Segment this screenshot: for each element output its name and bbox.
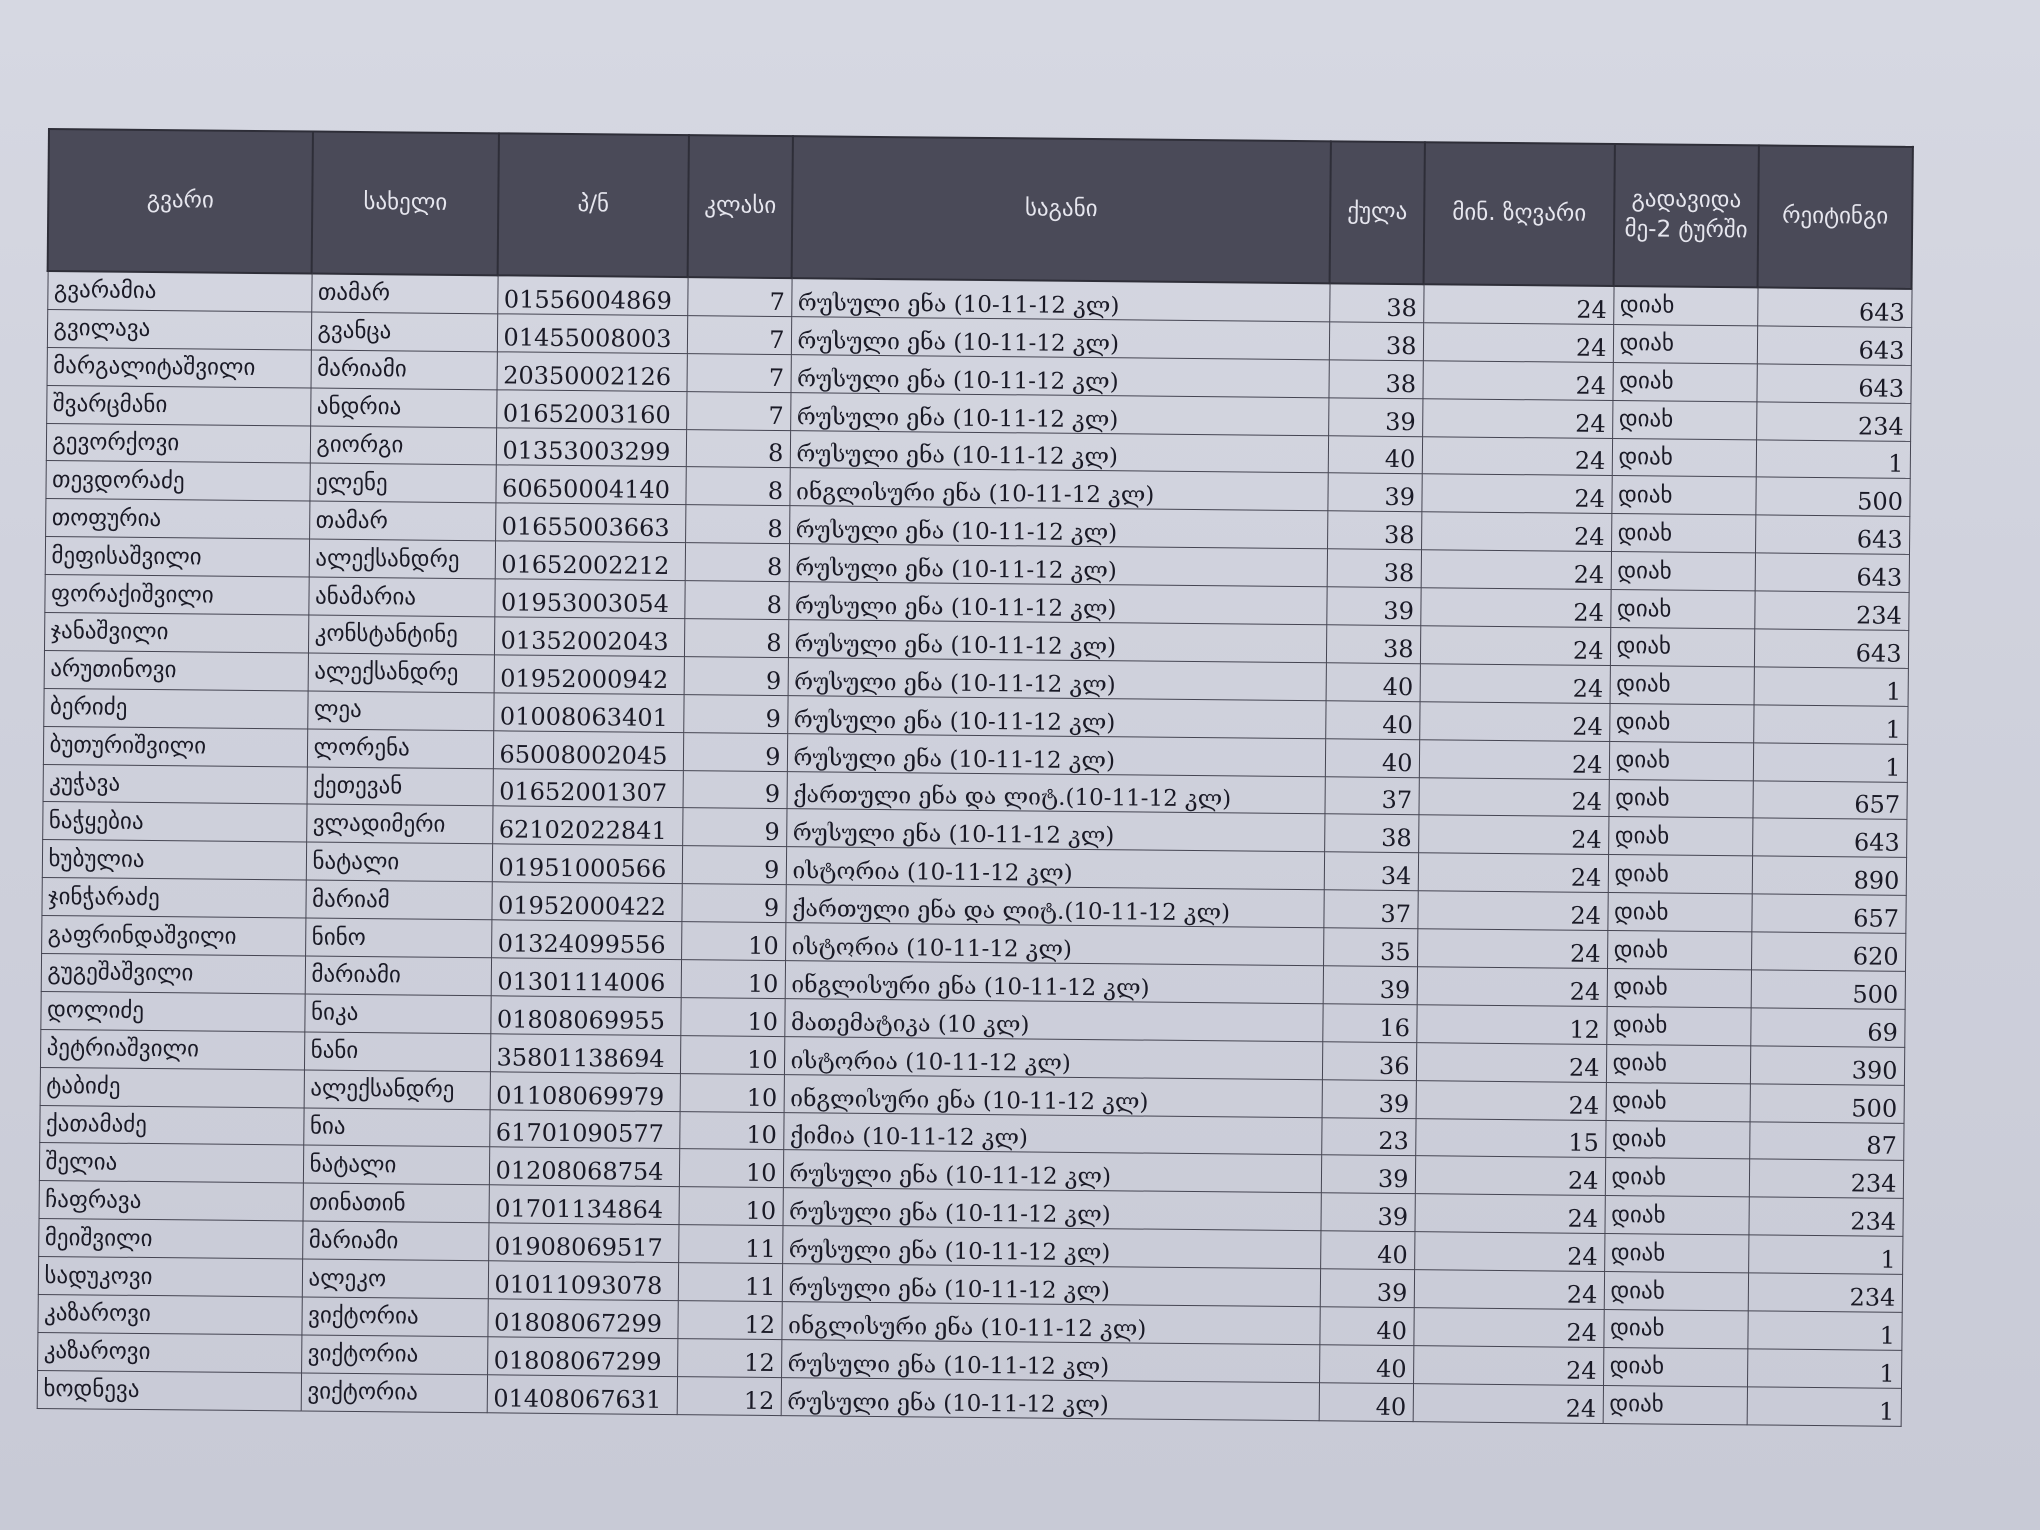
subject-cell: რუსული ენა (10-11-12 კლ)	[782, 1188, 1320, 1231]
surname-cell: მეფისაშვილი	[45, 537, 309, 577]
min-threshold-cell: 12	[1416, 1005, 1606, 1045]
personal-number-cell: 60650004140	[495, 465, 685, 505]
rating-cell: 500	[1755, 477, 1909, 516]
advanced-cell: დიახ	[1608, 779, 1752, 818]
score-cell: 38	[1329, 322, 1423, 361]
score-cell: 37	[1324, 776, 1418, 815]
subject-cell: რუსული ენა (10-11-12 კლ)	[788, 658, 1326, 701]
name-cell: გვანცა	[311, 312, 497, 352]
min-threshold-cell: 24	[1413, 1308, 1603, 1348]
name-cell: ალეკო	[302, 1259, 488, 1299]
surname-cell: გევორქოვი	[46, 423, 310, 463]
header-min-threshold: მინ. ზღვარი	[1424, 142, 1615, 286]
advanced-cell: დიახ	[1604, 1272, 1748, 1311]
grade-cell: 11	[678, 1225, 782, 1264]
subject-cell: ქართული ენა და ლიტ.(10-11-12 კლ)	[786, 771, 1324, 814]
min-threshold-cell: 24	[1423, 284, 1613, 324]
name-cell: თამარ	[311, 274, 497, 314]
personal-number-cell: 01952000422	[491, 882, 681, 922]
personal-number-cell: 01652003160	[496, 389, 686, 429]
surname-cell: ტაბიძე	[40, 1067, 304, 1107]
score-cell: 38	[1327, 549, 1421, 588]
rating-cell: 890	[1752, 856, 1906, 895]
advanced-cell: დიახ	[1603, 1310, 1747, 1349]
results-table	[36, 128, 1914, 1427]
advanced-cell: დიახ	[1609, 741, 1753, 780]
rating-cell: 657	[1751, 894, 1905, 933]
grade-cell: 9	[684, 657, 788, 696]
results-table-wrap	[36, 128, 1912, 1427]
rating-cell: 643	[1754, 629, 1908, 668]
personal-number-cell: 35801138694	[490, 1034, 680, 1074]
name-cell: ანდრია	[310, 388, 496, 428]
surname-cell: ფორაქიშვილი	[44, 575, 308, 615]
min-threshold-cell: 24	[1413, 1383, 1603, 1423]
grade-cell: 10	[679, 1111, 783, 1150]
surname-cell: შელია	[39, 1143, 303, 1183]
grade-cell: 9	[682, 846, 786, 885]
subject-cell: ისტორია (10-11-12 კლ)	[784, 1036, 1322, 1079]
personal-number-cell: 01324099556	[491, 920, 681, 960]
min-threshold-cell: 24	[1415, 1156, 1605, 1196]
header-rating: რეიტინგი	[1758, 145, 1913, 288]
personal-number-cell: 01455008003	[497, 314, 687, 354]
advanced-cell: დიახ	[1607, 931, 1751, 970]
rating-cell: 390	[1750, 1046, 1904, 1085]
personal-number-cell: 01808067299	[487, 1299, 677, 1339]
score-cell: 16	[1322, 1004, 1416, 1043]
surname-cell: კაზაროვი	[37, 1332, 301, 1372]
min-threshold-cell: 24	[1420, 664, 1610, 704]
personal-number-cell: 01556004869	[497, 275, 687, 315]
advanced-cell: დიახ	[1610, 665, 1754, 704]
subject-cell: ქიმია (10-11-12 კლ)	[783, 1112, 1321, 1155]
min-threshold-cell: 24	[1423, 323, 1613, 363]
personal-number-cell: 01011093078	[488, 1261, 678, 1301]
grade-cell: 8	[685, 543, 789, 582]
subject-cell: რუსული ენა (10-11-12 კლ)	[786, 809, 1324, 852]
personal-number-cell: 01652002212	[495, 541, 685, 581]
rating-cell: 643	[1757, 287, 1911, 327]
surname-cell: ჯინჭარაძე	[41, 878, 305, 918]
grade-cell: 9	[681, 884, 785, 923]
score-cell: 39	[1328, 397, 1422, 436]
subject-cell: რუსული ენა (10-11-12 კლ)	[791, 317, 1329, 360]
grade-cell: 10	[679, 1187, 783, 1226]
advanced-cell: დიახ	[1613, 286, 1757, 326]
surname-cell: პეტრიაშვილი	[40, 1029, 304, 1069]
name-cell: ქეთევან	[307, 767, 493, 807]
min-threshold-cell: 24	[1416, 1080, 1606, 1120]
min-threshold-cell: 24	[1413, 1346, 1603, 1386]
personal-number-cell: 01808067299	[487, 1337, 677, 1377]
score-cell: 38	[1324, 814, 1418, 853]
name-cell: ნატალი	[303, 1145, 489, 1185]
grade-cell: 8	[684, 581, 788, 620]
header-grade: კლასი	[688, 135, 793, 278]
subject-cell: ქართული ენა და ლიტ.(10-11-12 კლ)	[785, 885, 1323, 928]
min-threshold-cell: 24	[1414, 1194, 1604, 1234]
grade-cell: 10	[679, 1149, 783, 1188]
min-threshold-cell: 24	[1417, 929, 1607, 969]
subject-cell: რუსული ენა (10-11-12 კლ)	[788, 620, 1326, 663]
rating-cell: 643	[1756, 364, 1910, 403]
surname-cell: არუთინოვი	[44, 650, 308, 690]
personal-number-cell: 01655003663	[495, 503, 685, 543]
min-threshold-cell: 24	[1422, 436, 1612, 476]
name-cell: ალექსანდრე	[308, 653, 494, 693]
rating-cell: 620	[1751, 932, 1905, 971]
name-cell: ვიქტორია	[301, 1373, 487, 1413]
grade-cell: 12	[677, 1376, 781, 1415]
score-cell: 40	[1319, 1307, 1413, 1346]
advanced-cell: დიახ	[1613, 324, 1757, 363]
surname-cell: ბერიძე	[43, 688, 307, 728]
advanced-cell: დიახ	[1603, 1347, 1747, 1386]
min-threshold-cell: 24	[1418, 777, 1608, 817]
subject-cell: რუსული ენა (10-11-12 კლ)	[781, 1340, 1319, 1383]
surname-cell: ხუბულია	[42, 840, 306, 880]
min-threshold-cell: 15	[1415, 1118, 1605, 1158]
subject-cell: რუსული ენა (10-11-12 კლ)	[788, 582, 1326, 625]
score-cell: 37	[1323, 890, 1417, 929]
name-cell: მარიამ	[305, 880, 491, 920]
subject-cell: რუსული ენა (10-11-12 კლ)	[791, 278, 1329, 322]
min-threshold-cell: 24	[1421, 474, 1611, 514]
advanced-cell: დიახ	[1604, 1196, 1748, 1235]
score-cell: 40	[1319, 1383, 1413, 1422]
score-cell: 39	[1323, 966, 1417, 1005]
grade-cell: 10	[680, 1035, 784, 1074]
subject-cell: რუსული ენა (10-11-12 კლ)	[782, 1226, 1320, 1269]
score-cell: 39	[1321, 1155, 1415, 1194]
name-cell: ვიქტორია	[301, 1297, 487, 1337]
advanced-cell: დიახ	[1610, 590, 1754, 629]
personal-number-cell: 01652001307	[493, 768, 683, 808]
score-cell: 38	[1327, 511, 1421, 550]
subject-cell: მათემატიკა (10 კლ)	[784, 999, 1322, 1042]
score-cell: 36	[1322, 1042, 1416, 1081]
score-cell: 39	[1326, 587, 1420, 626]
name-cell: ალექსანდრე	[309, 539, 495, 579]
surname-cell: კუჭავა	[43, 764, 307, 804]
rating-cell: 1	[1754, 667, 1908, 706]
rating-cell: 87	[1749, 1121, 1903, 1160]
advanced-cell: დიახ	[1611, 552, 1755, 591]
name-cell: თამარ	[309, 501, 495, 541]
grade-cell: 8	[685, 467, 789, 506]
min-threshold-cell: 24	[1420, 588, 1610, 628]
subject-cell: ინგლისური ენა (10-11-12 კლ)	[785, 961, 1323, 1004]
min-threshold-cell: 24	[1419, 701, 1609, 741]
personal-number-cell: 01408067631	[487, 1375, 677, 1415]
score-cell: 39	[1322, 1079, 1416, 1118]
score-cell: 38	[1326, 625, 1420, 664]
grade-cell: 9	[683, 770, 787, 809]
advanced-cell: დიახ	[1612, 362, 1756, 401]
name-cell: გიორგი	[310, 426, 496, 466]
min-threshold-cell: 24	[1414, 1232, 1604, 1272]
rating-cell: 643	[1755, 553, 1909, 592]
grade-cell: 9	[682, 808, 786, 847]
personal-number-cell: 01301114006	[491, 958, 681, 998]
score-cell: 40	[1326, 663, 1420, 702]
surname-cell: გვილავა	[47, 309, 311, 349]
surname-cell: ჯანაშვილი	[44, 613, 308, 653]
advanced-cell: დიახ	[1606, 1006, 1750, 1045]
surname-cell: ჩაფრავა	[39, 1181, 303, 1221]
rating-cell: 643	[1757, 326, 1911, 365]
advanced-cell: დიახ	[1612, 438, 1756, 477]
grade-cell: 10	[681, 922, 785, 961]
score-cell: 23	[1321, 1117, 1415, 1156]
advanced-cell: დიახ	[1609, 703, 1753, 742]
grade-cell: 9	[683, 694, 787, 733]
header-personal-number: პ/ნ	[498, 133, 689, 277]
min-threshold-cell: 24	[1416, 1042, 1606, 1082]
advanced-cell: დიახ	[1608, 817, 1752, 856]
score-cell: 38	[1328, 360, 1422, 399]
subject-cell: რუსული ენა (10-11-12 კლ)	[790, 430, 1328, 473]
surname-cell: ბუთურიშვილი	[43, 726, 307, 766]
advanced-cell: დიახ	[1610, 628, 1754, 667]
min-threshold-cell: 24	[1417, 891, 1607, 931]
score-cell: 39	[1320, 1269, 1414, 1308]
grade-cell: 10	[681, 960, 785, 999]
rating-cell: 500	[1751, 970, 1905, 1009]
min-threshold-cell: 24	[1422, 398, 1612, 438]
min-threshold-cell: 24	[1419, 739, 1609, 779]
subject-cell: რუსული ენა (10-11-12 კლ)	[787, 733, 1325, 776]
name-cell: მარიამი	[311, 350, 497, 390]
personal-number-cell: 01908069517	[488, 1223, 678, 1263]
advanced-cell: დიახ	[1606, 1044, 1750, 1083]
personal-number-cell: 01108069979	[490, 1071, 680, 1111]
rating-cell: 1	[1756, 439, 1910, 478]
header-row	[48, 129, 1913, 289]
advanced-cell: დიახ	[1608, 855, 1752, 894]
min-threshold-cell: 24	[1414, 1270, 1604, 1310]
personal-number-cell: 01353003299	[496, 427, 686, 467]
rating-cell: 234	[1748, 1197, 1902, 1236]
min-threshold-cell: 24	[1422, 360, 1612, 400]
name-cell: მარიამი	[305, 956, 491, 996]
header-advanced-round-2: გადავიდა მე-2 ტურში	[1614, 144, 1759, 287]
personal-number-cell: 01951000566	[492, 844, 682, 884]
header-score: ქულა	[1330, 141, 1425, 284]
advanced-cell: დიახ	[1611, 476, 1755, 515]
min-threshold-cell: 24	[1421, 550, 1611, 590]
header-surname: გვარი	[48, 129, 313, 274]
surname-cell: დოლიძე	[40, 991, 304, 1031]
personal-number-cell: 01352002043	[494, 617, 684, 657]
surname-cell: კაზაროვი	[37, 1295, 301, 1335]
surname-cell: ნაჭყებია	[42, 802, 306, 842]
name-cell: ელენე	[309, 463, 495, 503]
name-cell: ვიქტორია	[301, 1335, 487, 1375]
surname-cell: მარგალიტაშვილი	[47, 347, 311, 387]
grade-cell: 7	[687, 353, 791, 392]
surname-cell: ქათამაძე	[39, 1105, 303, 1145]
grade-cell: 7	[686, 391, 790, 430]
personal-number-cell: 20350002126	[497, 352, 687, 392]
name-cell: მარიამი	[302, 1221, 488, 1261]
advanced-cell: დიახ	[1603, 1385, 1747, 1424]
rating-cell: 1	[1747, 1387, 1901, 1426]
personal-number-cell: 01953003054	[494, 579, 684, 619]
min-threshold-cell: 24	[1418, 853, 1608, 893]
rating-cell: 1	[1747, 1311, 1901, 1350]
subject-cell: რუსული ენა (10-11-12 კლ)	[782, 1264, 1320, 1307]
subject-cell: რუსული ენა (10-11-12 კლ)	[789, 506, 1327, 549]
advanced-cell: დიახ	[1604, 1234, 1748, 1273]
rating-cell: 500	[1750, 1084, 1904, 1123]
name-cell: ნია	[303, 1108, 489, 1148]
personal-number-cell: 61701090577	[489, 1109, 679, 1149]
subject-cell: რუსული ენა (10-11-12 კლ)	[789, 544, 1327, 587]
surname-cell: სადუკოვი	[38, 1257, 302, 1297]
min-threshold-cell: 24	[1417, 967, 1607, 1007]
rating-cell: 234	[1748, 1273, 1902, 1312]
subject-cell: ინგლისური ენა (10-11-12 კლ)	[784, 1074, 1322, 1117]
min-threshold-cell: 24	[1420, 626, 1610, 666]
rating-cell: 234	[1754, 591, 1908, 630]
name-cell: ნანი	[304, 1032, 490, 1072]
grade-cell: 9	[683, 732, 787, 771]
grade-cell: 11	[678, 1263, 782, 1302]
grade-cell: 12	[677, 1339, 781, 1378]
surname-cell: გაფრინდაშვილი	[41, 916, 305, 956]
grade-cell: 10	[680, 998, 784, 1037]
rating-cell: 234	[1749, 1159, 1903, 1198]
rating-cell: 643	[1752, 818, 1906, 857]
grade-cell: 7	[687, 277, 791, 316]
surname-cell: გუგეშაშვილი	[41, 954, 305, 994]
name-cell: ნატალი	[306, 842, 492, 882]
name-cell: ნიკა	[304, 994, 490, 1034]
score-cell: 34	[1324, 852, 1418, 891]
grade-cell: 8	[685, 505, 789, 544]
subject-cell: ისტორია (10-11-12 კლ)	[786, 847, 1324, 890]
header-name: სახელი	[312, 132, 499, 276]
score-cell: 35	[1323, 928, 1417, 967]
surname-cell: შვარცმანი	[46, 385, 310, 425]
table-body	[37, 271, 1912, 1426]
personal-number-cell: 01808069955	[490, 996, 680, 1036]
name-cell: ვლადიმერი	[306, 804, 492, 844]
score-cell: 39	[1327, 473, 1421, 512]
advanced-cell: დიახ	[1607, 893, 1751, 932]
rating-cell: 1	[1753, 705, 1907, 744]
personal-number-cell: 01701134864	[489, 1185, 679, 1225]
score-cell: 40	[1320, 1231, 1414, 1270]
score-cell: 39	[1320, 1193, 1414, 1232]
grade-cell: 7	[687, 316, 791, 355]
surname-cell: გვარამია	[47, 271, 311, 312]
personal-number-cell: 01952000942	[494, 655, 684, 695]
personal-number-cell: 62102022841	[492, 806, 682, 846]
personal-number-cell: 65008002045	[493, 730, 683, 770]
name-cell: ალექსანდრე	[304, 1070, 490, 1110]
subject-cell: რუსული ენა (10-11-12 კლ)	[781, 1377, 1319, 1420]
name-cell: თინათინ	[303, 1183, 489, 1223]
name-cell: ლორენა	[307, 729, 493, 769]
surname-cell: თევდორაძე	[45, 461, 309, 501]
subject-cell: რუსული ენა (10-11-12 კლ)	[790, 354, 1328, 397]
surname-cell: მეიშვილი	[38, 1219, 302, 1259]
surname-cell: თოფურია	[45, 499, 309, 539]
grade-cell: 8	[684, 619, 788, 658]
subject-cell: რუსული ენა (10-11-12 კლ)	[790, 392, 1328, 435]
rating-cell: 1	[1753, 743, 1907, 782]
name-cell: ლეა	[307, 691, 493, 731]
score-cell: 40	[1319, 1345, 1413, 1384]
score-cell: 38	[1329, 283, 1423, 322]
personal-number-cell: 01008063401	[493, 693, 683, 733]
subject-cell: ისტორია (10-11-12 კლ)	[785, 923, 1323, 966]
rating-cell: 1	[1747, 1349, 1901, 1388]
surname-cell: ხოდნევა	[37, 1370, 301, 1410]
header-subject: საგანი	[792, 136, 1331, 283]
rating-cell: 1	[1748, 1235, 1902, 1274]
score-cell: 40	[1325, 738, 1419, 777]
advanced-cell: დიახ	[1605, 1158, 1749, 1197]
subject-cell: ინგლისური ენა (10-11-12 კლ)	[781, 1302, 1319, 1345]
advanced-cell: დიახ	[1612, 400, 1756, 439]
rating-cell: 657	[1752, 780, 1906, 819]
min-threshold-cell: 24	[1421, 512, 1611, 552]
score-cell: 40	[1325, 701, 1419, 740]
advanced-cell: დიახ	[1605, 1120, 1749, 1159]
rating-cell: 69	[1750, 1008, 1904, 1047]
name-cell: ნინო	[305, 918, 491, 958]
grade-cell: 8	[686, 429, 790, 468]
name-cell: ანამარია	[308, 577, 494, 617]
advanced-cell: დიახ	[1607, 969, 1751, 1008]
grade-cell: 12	[677, 1301, 781, 1340]
subject-cell: ინგლისური ენა (10-11-12 კლ)	[789, 468, 1327, 511]
rating-cell: 234	[1756, 402, 1910, 441]
grade-cell: 10	[680, 1073, 784, 1112]
name-cell: კონსტანტინე	[308, 615, 494, 655]
subject-cell: რუსული ენა (10-11-12 კლ)	[787, 695, 1325, 738]
min-threshold-cell: 24	[1418, 815, 1608, 855]
advanced-cell: დიახ	[1606, 1082, 1750, 1121]
score-cell: 40	[1328, 435, 1422, 474]
subject-cell: რუსული ენა (10-11-12 კლ)	[783, 1150, 1321, 1193]
personal-number-cell: 01208068754	[489, 1147, 679, 1187]
rating-cell: 643	[1755, 515, 1909, 554]
advanced-cell: დიახ	[1611, 514, 1755, 553]
